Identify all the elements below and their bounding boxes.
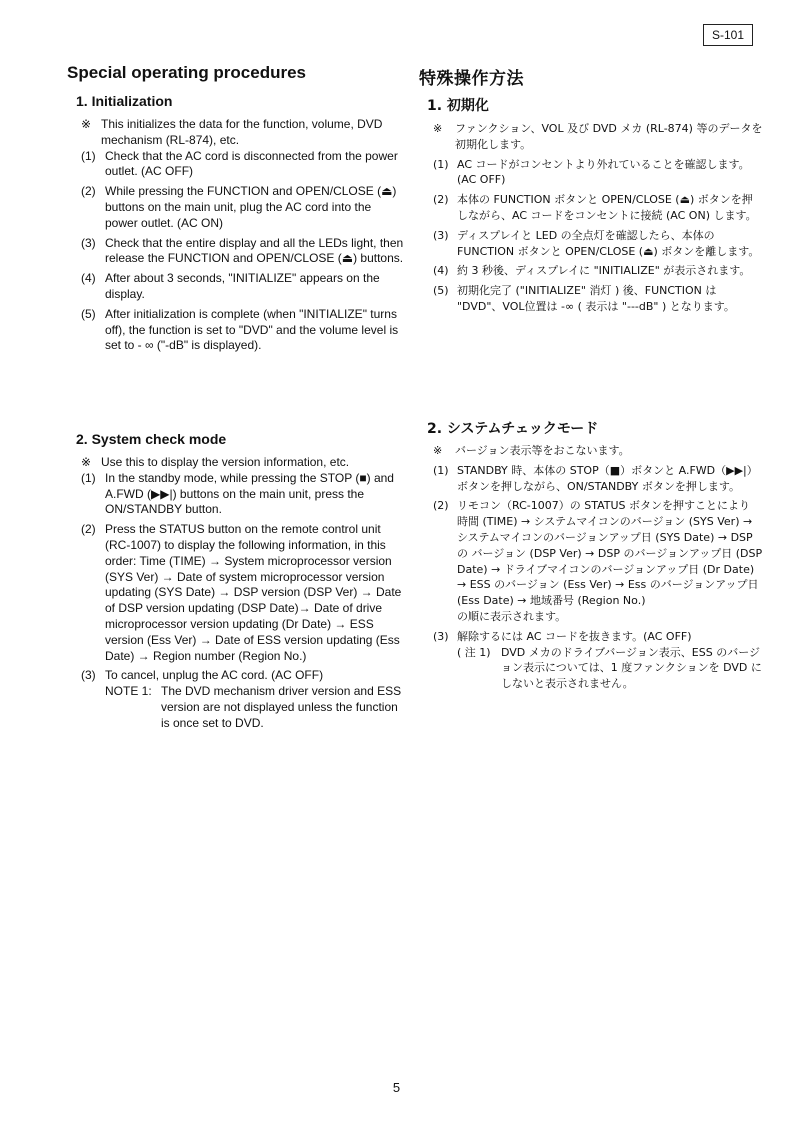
footnote: ( 注 1) DVD メカのドライブバージョン表示、ESS のバージョン表示については、1 度ファンクションを DVD にしないと表示されません。 xyxy=(457,645,762,691)
section-note: ※ バージョン表示等をおこないます。 xyxy=(433,444,630,457)
step-item: (3) Check that the entire display and all the LEDs light, then release the FUNCTION and OPEN/CLOSE (⏏) buttons. xyxy=(81,235,404,266)
ja-section-initialization xyxy=(419,95,763,315)
reference-mark-icon: ※ xyxy=(81,455,92,469)
step-item: (1) STANDBY 時、本体の STOP（■）ボタンと A.FWD（▶▶|）ボタンを押しながら、ON/STANDBY ボタンを押します。 xyxy=(433,463,758,493)
step-item: (2) リモコン（RC-1007）の STATUS ボタンを押すことにより 時間 (TIME) → システムマイコンのバージョン (SYS Ver) → システムマイコンのバージョンアップ日 (SYS Date) → DSP の バージョン (DSP Ver) → DSP のバージョンアップ日 (DSP Date) → ドライブマイコンのバージョンアップ日 (Dr Date) → ESS のバージョン (Ess Ver) → Ess のバージョンアップ日 (Ess Date) → 地域番号 (Region No.) の順に表示されます。 xyxy=(433,499,763,623)
section-note: ※ This initializes the data for the function, volume, DVD mechanism (RL-874), etc. xyxy=(81,117,383,147)
display-order-text: 時間 (TIME) → システムマイコンのバージョン (SYS Ver) → システムマイコンのバージョンアップ日 (SYS Date) → DSP の バージョン (DSP Ver) → DSP のバージョンアップ日 (DSP Date) → ドライブマイコンのバージョンアップ日 (Dr Date) → ESS のバージョン (Ess Ver) → Ess のバージョンアップ日 (Ess Date) → 地域番号 (Region No.) xyxy=(457,515,763,608)
step-item: (1) Check that the AC cord is disconnected from the power outlet. (AC OFF) xyxy=(81,148,398,179)
reference-mark-icon: ※ xyxy=(433,122,443,135)
reference-mark-icon: ※ xyxy=(81,117,92,131)
step-item: (2) Press the STATUS button on the remote control unit (RC-1007) to display the following information, in this order: Time (TIME) → System microprocessor version (SYS Ver) → Date of system microprocessor version updating (SYS Date) → DSP version (DSP Ver) → Date of DSP version updating (DSP Date)→ Date of drive microprocessor version updating (Dr Date) → ESS version (Ess Ver) → Date of ESS version updating (Ess Date) → Region number (Region No.) xyxy=(81,522,402,663)
page-number: 5 xyxy=(392,1080,401,1095)
step-item: (4) 約 3 秒後、ディスプレイに "INITIALIZE" が表示されます。 xyxy=(433,264,751,278)
reference-mark-icon: ※ xyxy=(433,444,443,457)
section-heading: 2. システムチェックモード xyxy=(427,421,599,437)
page-id-box: S-101 xyxy=(703,24,753,46)
section-note: ※ Use this to display the version information, etc. xyxy=(81,455,350,469)
page-title-ja: 特殊操作方法 xyxy=(419,69,524,89)
page-title-en: Special operating procedures xyxy=(67,63,307,82)
step-item: (1) In the standby mode, while pressing the STOP (■) and A.FWD (▶▶|) buttons on the main unit, press the ON/STANDBY button. xyxy=(81,470,394,517)
step-item: (5) After initialization is complete (when "INITIALIZE" turns off), the function is set to "DVD" and the volume level is set to - ∞ ("-dB" is displayed). xyxy=(81,306,399,353)
step-item: (5) 初期化完了 ("INITIALIZE" 消灯 ) 後、FUNCTION は "DVD"、VOL位置は -∞ ( 表示は "---dB" ) となります。 xyxy=(433,284,735,313)
step-item: (2) While pressing the FUNCTION and OPEN/CLOSE (⏏) buttons on the main unit, plug the AC cord into the power outlet. (AC ON) xyxy=(81,184,397,230)
footnote: NOTE 1: The DVD mechanism driver version and ESS version are not displayed unless the function is once set to DVD. xyxy=(105,684,402,730)
step-item: (3) To cancel, unplug the AC cord. (AC OFF) xyxy=(81,668,324,683)
step-item: (3) 解除するには AC コードを抜きます。(AC OFF) xyxy=(433,629,692,643)
en-section-system-check xyxy=(67,431,407,732)
step-item: (4) After about 3 seconds, "INITIALIZE" appears on the display. xyxy=(81,271,380,301)
ja-section-system-check xyxy=(419,418,763,692)
section-heading: 2. System check mode xyxy=(76,431,227,447)
en-section-initialization xyxy=(67,93,407,354)
section-heading: 1. Initialization xyxy=(76,93,173,109)
step-item: (3) ディスプレイと LED の全点灯を確認したら、本体の FUNCTION ボタンと OPEN/CLOSE (⏏) ボタンを離します。 xyxy=(433,228,760,258)
step-item: (1) AC コードがコンセントより外れていることを確認します。(AC OFF) xyxy=(433,157,750,187)
section-note: ※ ファンクション、VOL 及び DVD メカ (RL-874) 等のデータを初期化します。 xyxy=(433,122,763,151)
section-heading: 1. 初期化 xyxy=(427,98,489,114)
step-item: (2) 本体の FUNCTION ボタンと OPEN/CLOSE (⏏) ボタンを押しながら、AC コードをコンセントに接続 (AC ON) します。 xyxy=(433,193,757,222)
